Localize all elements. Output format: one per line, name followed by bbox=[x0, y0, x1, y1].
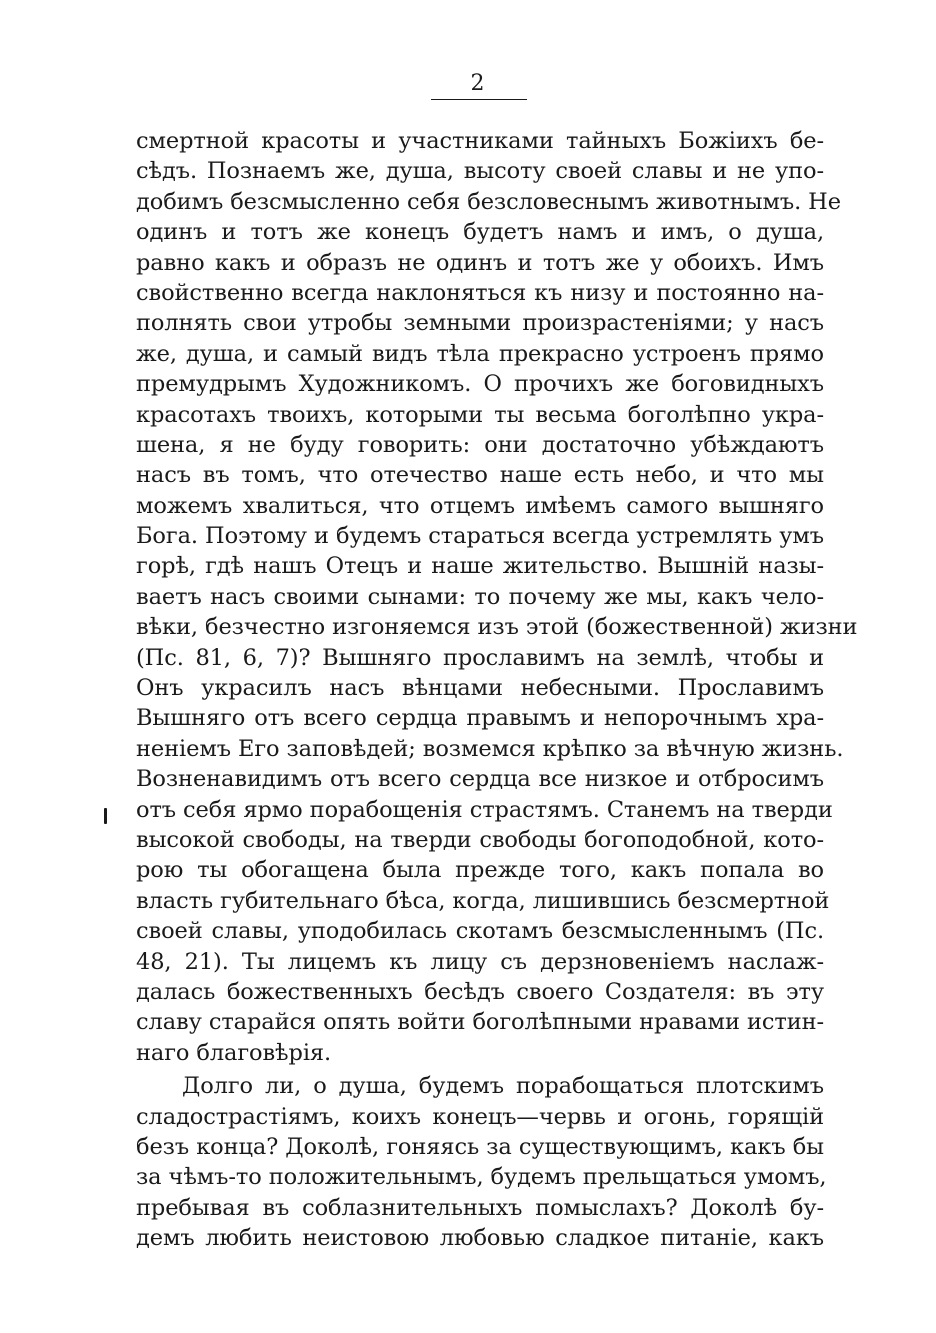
text-line: полнять свои утробы земными произрастеніями; у насъ bbox=[136, 310, 824, 337]
text-line: власть губительнаго бѣса, когда, лишившись безсмертной bbox=[136, 887, 830, 914]
text-line: рою ты обогащена была прежде того, какъ попала во bbox=[136, 857, 824, 884]
text-line: равно какъ и образъ не одинъ и тотъ же у обоихъ. Имъ bbox=[136, 249, 824, 276]
text-line: сѣдъ. Познаемъ же, душа, высоту своей славы и не упо- bbox=[136, 158, 824, 185]
text-line: вѣки, безчестно изгоняемся изъ этой (божественной) жизни bbox=[136, 614, 858, 641]
page-number-rule bbox=[431, 99, 527, 100]
text-line: сладострастіямъ, коихъ конецъ—червь и огонь, горящій bbox=[136, 1103, 824, 1130]
text-line: Возненавидимъ отъ всего сердца все низкое и отбросимъ bbox=[136, 766, 824, 793]
text-line: Долго ли, о душа, будемъ порабощаться плотскимъ bbox=[182, 1073, 824, 1100]
text-line: Бога. Поэтому и будемъ стараться всегда устремлять умъ bbox=[136, 523, 824, 550]
text-line: отъ себя ярмо порабощенія страстямъ. Станемъ на тверди bbox=[136, 796, 833, 823]
text-line: добимъ безсмысленно себя безсловеснымъ животнымъ. Не bbox=[136, 188, 841, 215]
text-line: неніемъ Его заповѣдей; возмемся крѣпко за вѣчную жизнь. bbox=[136, 735, 844, 762]
body-text bbox=[136, 126, 858, 1253]
text-line: можемъ хвалиться, что отцемъ имѣемъ самого вышняго bbox=[136, 492, 824, 519]
text-line: красотахъ твоихъ, которыми ты весьма боголѣпно укра- bbox=[136, 401, 824, 428]
text-line: премудрымъ Художникомъ. О прочихъ же боговидныхъ bbox=[136, 371, 824, 398]
text-line: своей славы, уподобилась скотамъ безсмысленнымъ (Пс. bbox=[136, 918, 824, 945]
text-line: одинъ и тотъ же конецъ будетъ намъ и имъ, о душа, bbox=[136, 219, 824, 246]
text-line: славу старайся опять войти боголѣпными нравами истин- bbox=[136, 1009, 824, 1036]
paragraph-1 bbox=[136, 126, 858, 1068]
text-line: смертной красоты и участниками тайныхъ Божіихъ бе- bbox=[136, 128, 824, 154]
text-line: (Пс. 81, 6, 7)? Вышняго прославимъ на землѣ, чтобы и bbox=[136, 644, 824, 671]
text-line: за чѣмъ-то положительнымъ, будемъ прельщаться умомъ, bbox=[136, 1164, 827, 1191]
text-line: свойственно всегда наклоняться къ низу и постоянно на- bbox=[136, 279, 824, 306]
text-line: высокой свободы, на тверди свободы богоподобной, кото- bbox=[136, 826, 824, 853]
text-line: пребывая въ соблазнительныхъ помыслахъ? Доколѣ бу- bbox=[136, 1194, 824, 1221]
text-line: горѣ, гдѣ нашъ Отецъ и наше жительство. Вышній назы- bbox=[136, 553, 824, 580]
text-line: шена, я не буду говорить: они достаточно убѣждаютъ bbox=[136, 431, 824, 458]
text-line: 48, 21). Ты лицемъ къ лицу съ дерзновеніемъ наслаж- bbox=[136, 948, 824, 975]
text-line: Вышняго отъ всего сердца правымъ и непорочнымъ хра- bbox=[136, 705, 824, 732]
text-line: ваетъ насъ своими сынами: то почему же мы, какъ чело- bbox=[136, 583, 824, 610]
text-line: насъ въ томъ, что отечество наше есть небо, и что мы bbox=[136, 462, 824, 489]
text-line: демъ любить неистовою любовью сладкое питаніе, какъ bbox=[136, 1225, 824, 1252]
paragraph-2 bbox=[136, 1071, 827, 1253]
margin-mark bbox=[104, 808, 107, 824]
text-line: же, душа, и самый видъ тѣла прекрасно устроенъ прямо bbox=[136, 340, 824, 367]
text-line: Онъ украсилъ насъ вѣнцами небесными. Прославимъ bbox=[136, 675, 824, 702]
text-line: безъ конца? Доколѣ, гоняясь за существующимъ, какъ бы bbox=[136, 1133, 824, 1160]
text-line: далась божественныхъ бесѣдъ своего Создателя: въ эту bbox=[136, 978, 824, 1005]
text-line: наго благовѣрія. bbox=[136, 1039, 332, 1066]
page-number: 2 bbox=[470, 71, 485, 96]
